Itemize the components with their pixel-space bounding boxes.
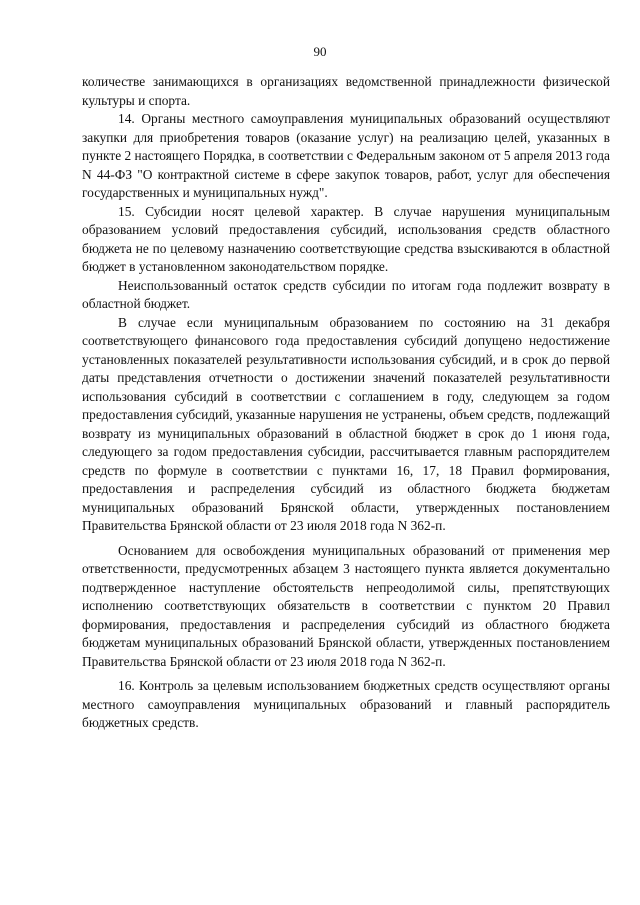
paragraph-return-calculation: В случае если муниципальным образованием по состоянию на 31 декабря соответствующего финансового года предоставления субсидий допущено недостижение установленных показателей результативности использования субсидий, и в срок до первой даты представления отчетности о достижении значений показателей результативности использования субсидий в соответствии с соглашением в году, следующем за годом предоставления субсидий, указанные нарушения не устранены, объем средств, подлежащий возврату из муниципальных образований в областной бюджет в срок до 1 июня года, следующего за годом предоставления субсидии, рассчитывается главным распорядителем средств по формуле в соответствии с пунктами 16, 17, 18 Правил формирования, предоставления и распределения субсидий из областного бюджета бюджетам муниципальных образований Брянской области, утвержденных постановлением Правительства Брянской области от 23 июля 2018 года N 362-п. xyxy=(82,314,610,533)
page-number: 90 xyxy=(313,44,327,59)
paragraph-item-14: 14. Органы местного самоуправления муниципальных образований осуществляют закупки для приобретения товаров (оказание услуг) на реализацию целей, указанных в пункте 2 настоящего Порядка, в соответствии с Федеральным законом от 5 апреля 2013 года N 44-ФЗ "О контрактной системе в сфере закупок товаров, работ, услуг для обеспечения государственных и муниципальных нужд". xyxy=(82,111,610,200)
paragraph-exemption-grounds: Основанием для освобождения муниципальных образований от применения мер ответственности, предусмотренных абзацем 3 настоящего пункта является документально подтвержденное наступление обстоятельств непреодолимой силы, препятствующих исполнению соответствующих обязательств в соответствии с пунктом 20 Правил формирования, предоставления и распределения субсидий из областного бюджета бюджетам муниципальных образований Брянской области, утвержденных постановлением Правительства Брянской области от 23 июля 2018 года N 362-п. xyxy=(82,542,610,669)
paragraph-item-15: 15. Субсидии носят целевой характер. В случае нарушения муниципальным образованием условий предоставления субсидий, использования средств областного бюджета не по целевому назначению соответствующие средства взыскиваются в областной бюджет в установленном законодательством порядке. xyxy=(82,203,610,274)
paragraph-continuation: количестве занимающихся в организациях ведомственной принадлежности физической культуры и спорта. xyxy=(82,74,610,108)
paragraph-item-16: 16. Контроль за целевым использованием бюджетных средств осуществляют органы местного самоуправления муниципальных образований и главный распорядитель бюджетных средств. xyxy=(82,678,610,730)
paragraph-unused-balance: Неиспользованный остаток средств субсидии по итогам года подлежит возврату в областной бюджет. xyxy=(82,277,610,311)
document-body xyxy=(82,73,610,733)
